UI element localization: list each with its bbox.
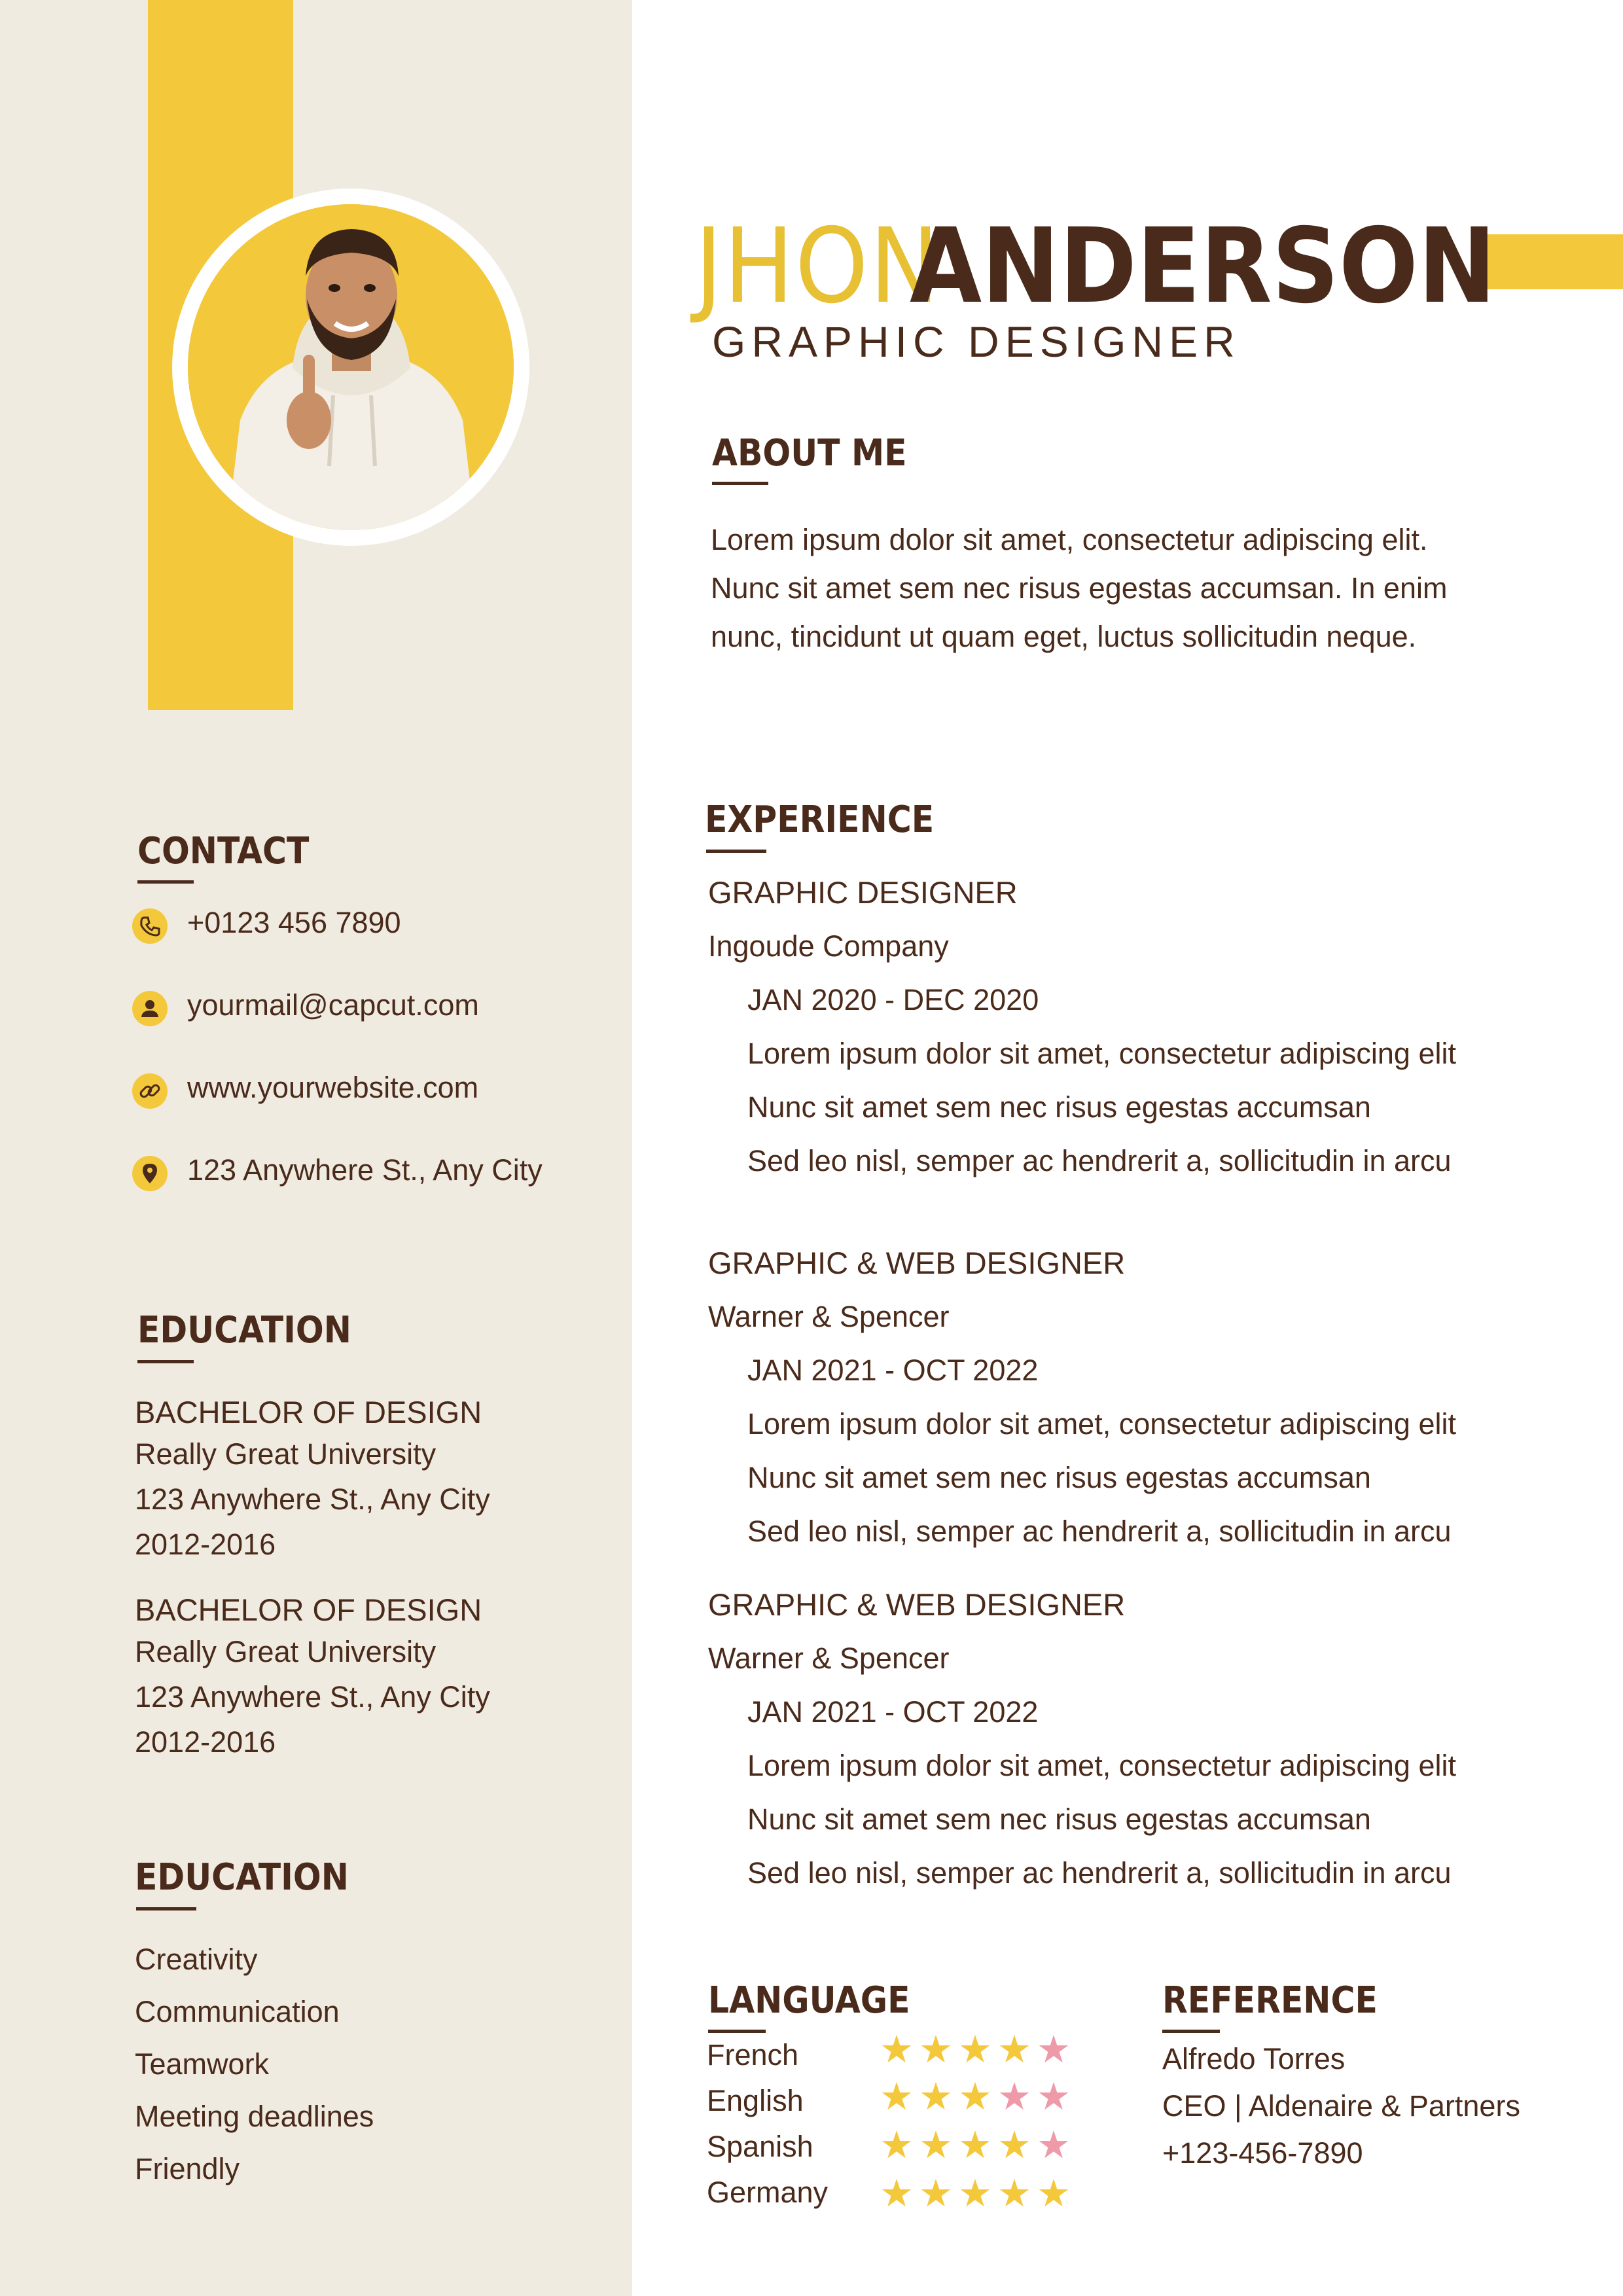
about-title: ABOUT ME (712, 432, 907, 475)
user-icon (132, 991, 168, 1026)
star-filled-icon: ★ (919, 2028, 958, 2071)
star-filled-icon: ★ (1037, 2172, 1076, 2215)
language-title: LANGUAGE (708, 1979, 910, 2022)
skill-item: Teamwork (135, 2047, 270, 2081)
link-icon (132, 1073, 168, 1109)
star-filled-icon: ★ (997, 2028, 1037, 2071)
experience-role: GRAPHIC & WEB DESIGNER (708, 1587, 1126, 1622)
contact-title: CONTACT (137, 830, 310, 872)
experience-bullet: Nunc sit amet sem nec risus egestas accumsan (747, 1461, 1371, 1494)
reference-position: CEO | Aldenaire & Partners (1162, 2089, 1520, 2123)
reference-name: Alfredo Torres (1162, 2042, 1346, 2075)
experience-company: Ingoude Company (708, 929, 949, 963)
experience-dates: JAN 2021 - OCT 2022 (747, 1354, 1039, 1387)
language-rating (880, 2076, 1076, 2118)
education-underline (137, 1360, 194, 1363)
last-name: ANDERSON (910, 206, 1496, 327)
reference-phone: +123-456-7890 (1162, 2136, 1363, 2170)
reference-title: REFERENCE (1162, 1979, 1378, 2022)
skills-underline (136, 1907, 196, 1910)
experience-bullet: Sed leo nisl, semper ac hendrerit a, sollicitudin in arcu (747, 1144, 1452, 1177)
experience-bullet: Nunc sit amet sem nec risus egestas accumsan (747, 1090, 1371, 1124)
experience-bullet: Sed leo nisl, semper ac hendrerit a, sollicitudin in arcu (747, 1856, 1452, 1890)
star-empty-icon: ★ (1037, 2124, 1076, 2166)
experience-bullet: Lorem ipsum dolor sit amet, consectetur adipiscing elit (747, 1037, 1456, 1070)
skill-item: Meeting deadlines (135, 2100, 374, 2133)
contact-address: 123 Anywhere St., Any City (187, 1153, 543, 1187)
experience-role: GRAPHIC DESIGNER (708, 875, 1018, 910)
star-empty-icon: ★ (1037, 2028, 1076, 2071)
education-address: 123 Anywhere St., Any City (135, 1680, 490, 1713)
star-filled-icon: ★ (997, 2124, 1037, 2166)
language-name: French (707, 2038, 799, 2072)
experience-company: Warner & Spencer (708, 1300, 950, 1333)
star-filled-icon: ★ (958, 2075, 997, 2118)
star-filled-icon: ★ (880, 2028, 919, 2071)
education-years: 2012-2016 (135, 1528, 276, 1561)
star-filled-icon: ★ (958, 2124, 997, 2166)
education-address: 123 Anywhere St., Any City (135, 1482, 490, 1516)
decorative-yellow-accent (1477, 234, 1623, 289)
star-filled-icon: ★ (880, 2124, 919, 2166)
person-illustration (188, 204, 514, 530)
education-school: Really Great University (135, 1635, 437, 1668)
experience-role: GRAPHIC & WEB DESIGNER (708, 1246, 1126, 1280)
first-name: JHON (695, 206, 940, 327)
education-degree: BACHELOR OF DESIGN (135, 1395, 482, 1429)
experience-underline (706, 850, 766, 853)
profile-photo (188, 204, 514, 530)
job-title: GRAPHIC DESIGNER (712, 317, 1241, 366)
contact-phone: +0123 456 7890 (187, 906, 401, 939)
education-school: Really Great University (135, 1437, 437, 1471)
star-filled-icon: ★ (919, 2172, 958, 2215)
language-rating (880, 2029, 1076, 2071)
star-empty-icon: ★ (1037, 2075, 1076, 2118)
contact-underline (137, 880, 194, 884)
skill-item: Friendly (135, 2152, 240, 2185)
language-underline (708, 2030, 766, 2033)
location-pin-icon (132, 1156, 168, 1191)
about-underline (712, 482, 768, 485)
experience-company: Warner & Spencer (708, 1641, 950, 1675)
education-degree: BACHELOR OF DESIGN (135, 1592, 482, 1627)
about-text: Lorem ipsum dolor sit amet, consectetur adipiscing elit. Nunc sit amet sem nec risus egestas accumsan. In enim nunc, tincidunt ut quam eget, luctus sollicitudin neque. (711, 523, 1448, 653)
phone-icon (132, 908, 168, 944)
education-years: 2012-2016 (135, 1725, 276, 1759)
contact-website: www.yourwebsite.com (187, 1071, 479, 1104)
star-filled-icon: ★ (958, 2172, 997, 2215)
experience-bullet: Lorem ipsum dolor sit amet, consectetur adipiscing elit (747, 1749, 1456, 1782)
experience-bullet: Sed leo nisl, semper ac hendrerit a, sollicitudin in arcu (747, 1515, 1452, 1548)
star-empty-icon: ★ (997, 2075, 1037, 2118)
experience-bullet: Lorem ipsum dolor sit amet, consectetur adipiscing elit (747, 1407, 1456, 1441)
star-filled-icon: ★ (880, 2075, 919, 2118)
skill-item: Communication (135, 1995, 340, 2028)
language-name: English (707, 2084, 804, 2117)
star-filled-icon: ★ (919, 2075, 958, 2118)
reference-underline (1162, 2030, 1220, 2033)
star-filled-icon: ★ (997, 2172, 1037, 2215)
star-filled-icon: ★ (919, 2124, 958, 2166)
language-name: Spanish (707, 2130, 813, 2163)
skill-item: Creativity (135, 1943, 258, 1976)
language-rating (880, 2125, 1076, 2166)
experience-dates: JAN 2020 - DEC 2020 (747, 983, 1039, 1016)
star-filled-icon: ★ (958, 2028, 997, 2071)
experience-bullet: Nunc sit amet sem nec risus egestas accumsan (747, 1803, 1371, 1836)
experience-title: EXPERIENCE (705, 798, 935, 841)
language-rating (880, 2173, 1076, 2215)
experience-dates: JAN 2021 - OCT 2022 (747, 1695, 1039, 1729)
education-title: EDUCATION (137, 1309, 351, 1352)
language-name: Germany (707, 2176, 829, 2209)
skills-title: EDUCATION (135, 1856, 349, 1899)
contact-email: yourmail@capcut.com (187, 988, 479, 1022)
star-filled-icon: ★ (880, 2172, 919, 2215)
